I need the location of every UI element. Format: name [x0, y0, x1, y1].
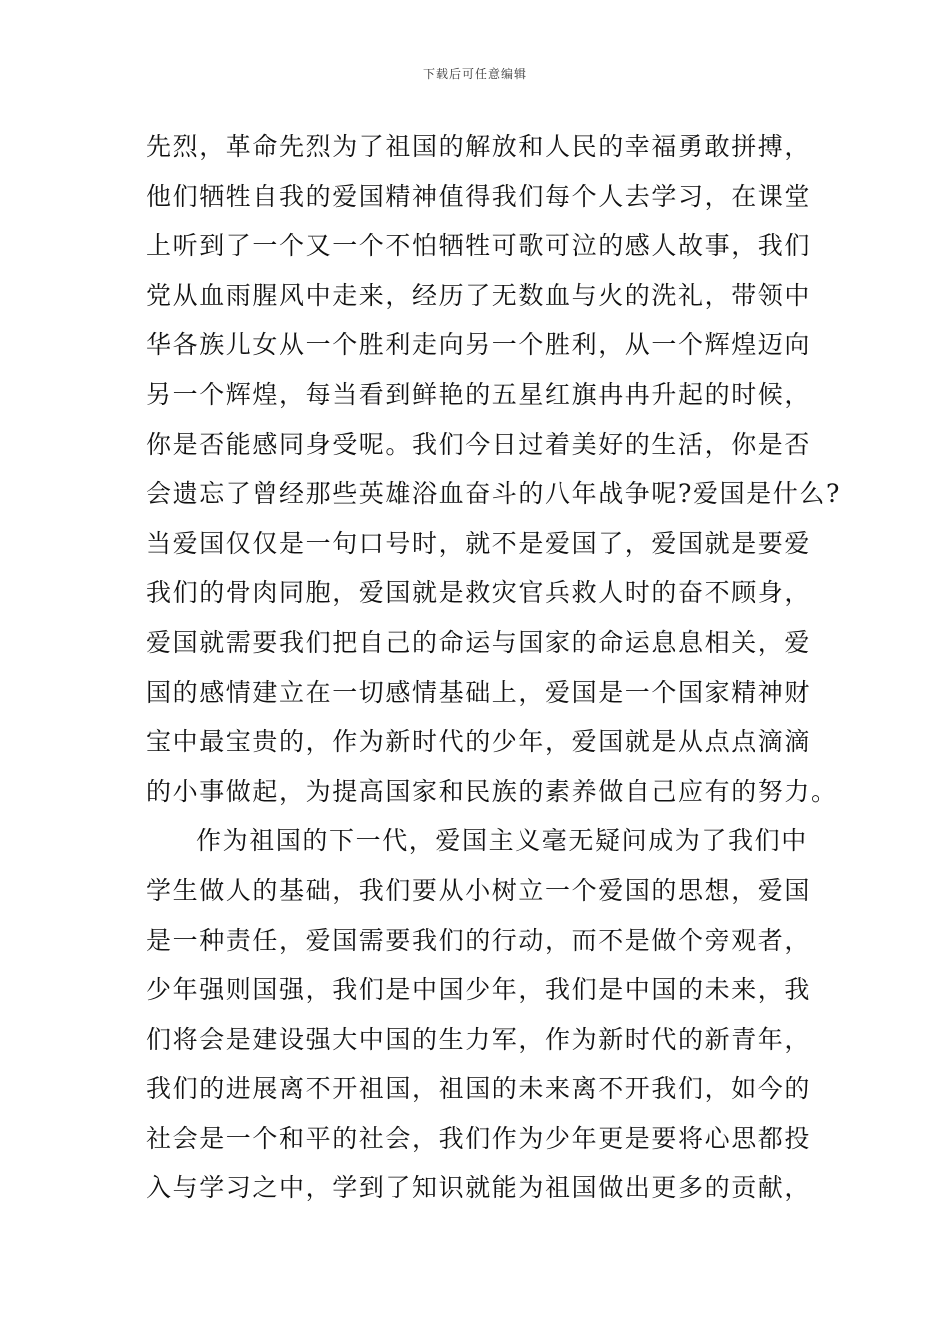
text-line: 我们的进展离不开祖国，祖国的未来离不开我们，如今的	[146, 1074, 812, 1104]
text-line: 党从血雨腥风中走来，经历了无数血与火的洗礼，带领中	[146, 280, 812, 310]
text-line: 入与学习之中，学到了知识就能为祖国做出更多的贡献，	[146, 1173, 812, 1203]
text-line: 当爱国仅仅是一句口号时，就不是爱国了，爱国就是要爱	[146, 528, 812, 558]
text-line: 先烈，革命先烈为了祖国的解放和人民的幸福勇敢拼搏，	[146, 132, 812, 161]
text-line: 社会是一个和平的社会，我们作为少年更是要将心思都投	[146, 1123, 812, 1153]
text-line: 国的感情建立在一切感情基础上，爱国是一个国家精神财	[146, 677, 812, 707]
text-line: 上听到了一个又一个不怕牺牲可歌可泣的感人故事，我们	[146, 231, 812, 261]
text-line: 会遗忘了曾经那些英雄浴血奋斗的八年战争呢?爱国是什么?	[146, 479, 842, 509]
text-line: 们将会是建设强大中国的生力军，作为新时代的新青年，	[146, 1024, 812, 1054]
text-line: 华各族儿女从一个胜利走向另一个胜利，从一个辉煌迈向	[146, 330, 812, 360]
paragraph-2	[146, 816, 846, 1213]
page-header: 下载后可任意编辑	[422, 67, 527, 81]
document-body	[146, 122, 846, 1213]
text-line: 我们的骨肉同胞，爱国就是救灾官兵救人时的奋不顾身，	[146, 578, 812, 608]
text-line: 宝中最宝贵的，作为新时代的少年，爱国就是从点点滴滴	[146, 727, 812, 757]
text-line: 另一个辉煌，每当看到鲜艳的五星红旗冉冉升起的时候，	[146, 379, 812, 409]
text-line: 他们牺牲自我的爱国精神值得我们每个人去学习，在课堂	[146, 181, 812, 211]
paragraph-1	[146, 122, 846, 816]
text-line: 少年强则国强，我们是中国少年，我们是中国的未来，我	[146, 975, 812, 1005]
text-line: 作为祖国的下一代，爱国主义毫无疑问成为了我们中	[196, 826, 808, 856]
text-line: 的小事做起，为提高国家和民族的素养做自己应有的努力。	[146, 776, 838, 806]
text-line: 你是否能感同身受呢。我们今日过着美好的生活，你是否	[146, 429, 812, 459]
text-line: 爱国就需要我们把自己的命运与国家的命运息息相关，爱	[146, 627, 812, 657]
text-line: 是一种责任，爱国需要我们的行动，而不是做个旁观者，	[146, 925, 812, 955]
text-line: 学生做人的基础，我们要从小树立一个爱国的思想，爱国	[146, 875, 812, 905]
